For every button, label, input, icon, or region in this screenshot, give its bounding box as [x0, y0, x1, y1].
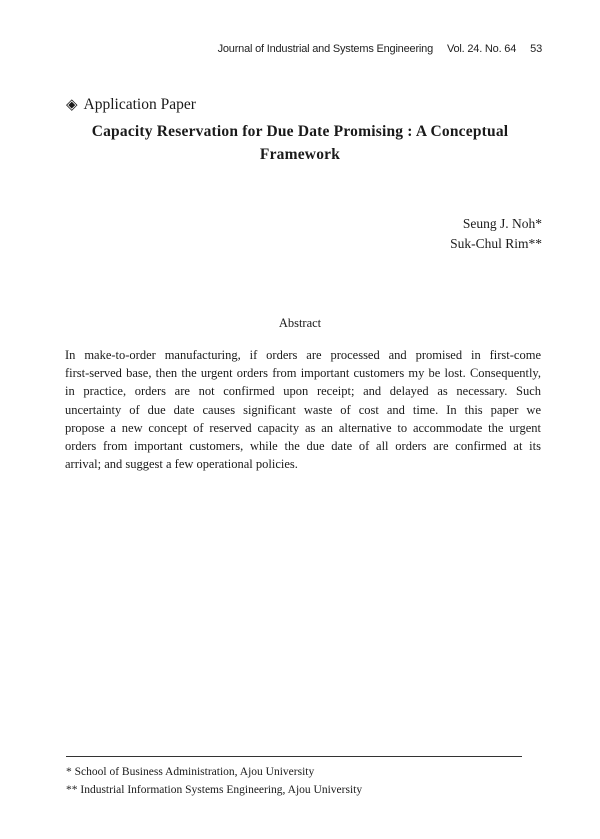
running-head — [218, 43, 542, 55]
journal-name: Journal of Industrial and Systems Engineering — [217, 43, 433, 55]
paper-title — [60, 120, 540, 166]
abstract-body — [65, 346, 541, 473]
abstract-line: in practice, orders are not confirmed upon receipt; and delayed as necessary. Such — [65, 384, 541, 399]
abstract-line: In make-to-order manufacturing, if orders are processed and promised in first-come — [65, 348, 541, 362]
title-line-1: Capacity Reservation for Due Date Promising : A Conceptual — [91, 123, 509, 140]
author-block — [450, 214, 542, 254]
section-label-text: Application Paper — [83, 96, 196, 113]
footnote-divider — [66, 756, 522, 757]
abstract-line: uncertainty of due date causes significant waste of cost and time. In this paper we — [65, 402, 541, 417]
abstract-line: arrival; and suggest a few operational policies. — [65, 457, 298, 472]
abstract-heading: Abstract — [278, 316, 322, 330]
footnotes — [66, 763, 362, 799]
author-1: Seung J. Noh* — [462, 216, 542, 231]
abstract-line: first-served base, then the urgent orders from important customers my be lost. Consequently, — [65, 366, 541, 381]
page-number: 53 — [530, 43, 542, 55]
abstract-line: propose a new concept of reserved capacity as an alternative to accommodate the urgent — [65, 420, 541, 435]
abstract-line: orders from important customers, while the due date of all orders are confirmed at its — [65, 439, 541, 454]
section-label — [66, 95, 196, 114]
footnote-2: ** Industrial Information Systems Engineering, Ajou University — [66, 784, 363, 796]
footnote-1: * School of Business Administration, Ajou University — [66, 766, 315, 778]
author-2: Suk-Chul Rim** — [450, 236, 542, 251]
title-line-2: Framework — [259, 146, 341, 163]
diamond-bullet-icon: ◈ — [66, 97, 78, 113]
volume-issue: Vol. 24. No. 64 — [446, 43, 517, 55]
